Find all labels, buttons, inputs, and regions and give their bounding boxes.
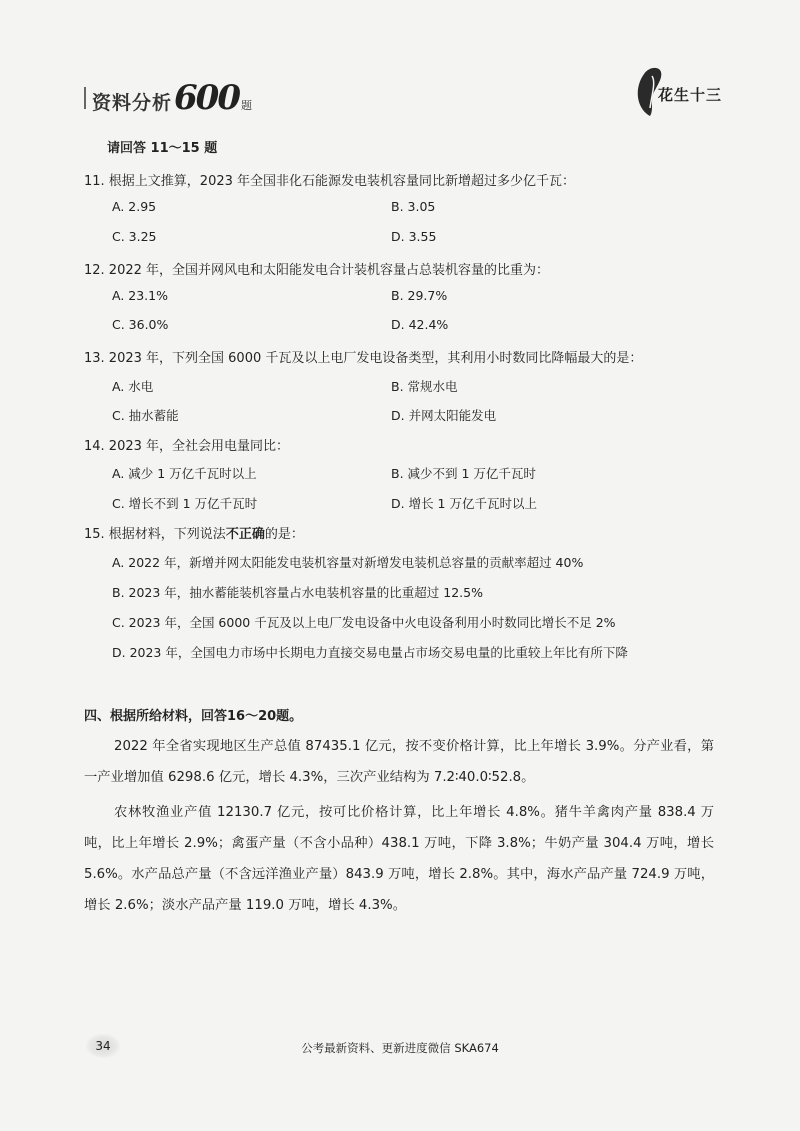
book-header [84,78,252,118]
question-12: 12. 2022 年，全国并网风电和太阳能发电合计装机容量占总装机容量的比重为： [84,263,550,278]
material-paragraph-1: 2022 年全省实现地区生产总值 87435.1 亿元，按不变价格计算，比上年增长 3.9%。分产业看，第一产业增加值 6298.6 亿元，增长 4.3%，三次产业结构为 7.2∶40.0∶52.8。 [84,739,714,785]
logo-text: 花生十三 [658,86,723,104]
q11-option-d[interactable]: D. 3.55 [391,229,437,244]
question-13: 13. 2023 年，下列全国 6000 千瓦及以上电厂发电设备类型，其利用小时数同比降幅最大的是： [84,351,643,366]
q15-option-d[interactable]: D. 2023 年，全国电力市场中长期电力直接交易电量占市场交易电量的比重较上年比有所下降 [112,645,628,660]
question-14: 14. 2023 年，全社会用电量同比： [84,439,290,454]
q12-option-b[interactable]: B. 29.7% [391,288,448,303]
brand-logo [630,62,750,118]
page-number: 34 [86,1034,120,1058]
header-bar [84,87,86,109]
q13-option-d[interactable]: D. 并网太阳能发电 [391,408,497,423]
book-title-number: 600 [174,78,239,118]
q15-option-a[interactable]: A. 2022 年，新增并网太阳能发电装机容量对新增发电装机总容量的贡献率超过 40% [112,555,584,570]
q13-option-a[interactable]: A. 水电 [112,379,154,394]
q14-option-b[interactable]: B. 减少不到 1 万亿千瓦时 [391,466,536,481]
q12-option-c[interactable]: C. 36.0% [112,317,169,332]
q11-option-b[interactable]: B. 3.05 [391,199,436,214]
q14-option-a[interactable]: A. 减少 1 万亿千瓦时以上 [112,466,257,481]
material-paragraph-2: 农林牧渔业产值 12130.7 亿元，按可比价格计算，比上年增长 4.8%。猪牛羊禽肉产量 838.4 万吨，比上年增长 2.9%；禽蛋产量（不含小品种）438.1 万吨，下降 3.8%；牛奶产量 304.4 万吨，增长 5.6%。水产品总产量（不含远洋渔业产量）843.9 万吨，增长 2.8%。其中，海水产品产量 724.9 万吨，增长 2.6%；淡水产品产量 119.0 万吨，增长 4.3%。 [84,805,714,913]
q15-option-c[interactable]: C. 2023 年，全国 6000 千瓦及以上电厂发电设备中火电设备利用小时数同比增长不足 2% [112,615,616,630]
q15-stem-suffix: 的是： [264,527,304,542]
q15-stem-emphasis: 不正确 [225,527,265,542]
footer-note: 公考最新资料、更新进度微信 SKA674 [301,1041,499,1055]
q15-stem-prefix: 15. 根据材料，下列说法 [84,527,226,542]
q14-option-d[interactable]: D. 增长 1 万亿千瓦时以上 [391,496,537,511]
q12-option-a[interactable]: A. 23.1% [112,288,168,303]
book-title: 资料分析 [92,92,173,114]
section-4-title: 四、根据所给材料，回答16～20题。 [84,709,303,724]
q11-option-c[interactable]: C. 3.25 [112,229,157,244]
q11-option-a[interactable]: A. 2.95 [112,199,157,214]
q14-option-c[interactable]: C. 增长不到 1 万亿千瓦时 [112,496,258,511]
book-title-suffix: 题 [241,99,252,112]
section-intro: 请回答 11～15 题 [107,141,218,156]
question-15 [84,523,304,542]
q12-option-d[interactable]: D. 42.4% [391,317,449,332]
q13-option-b[interactable]: B. 常规水电 [391,379,458,394]
q15-option-b[interactable]: B. 2023 年，抽水蓄能装机容量占水电装机容量的比重超过 12.5% [112,585,483,600]
question-11: 11. 根据上文推算，2023 年全国非化石能源发电装机容量同比新增超过多少亿千瓦： [84,174,576,189]
q13-option-c[interactable]: C. 抽水蓄能 [112,408,179,423]
